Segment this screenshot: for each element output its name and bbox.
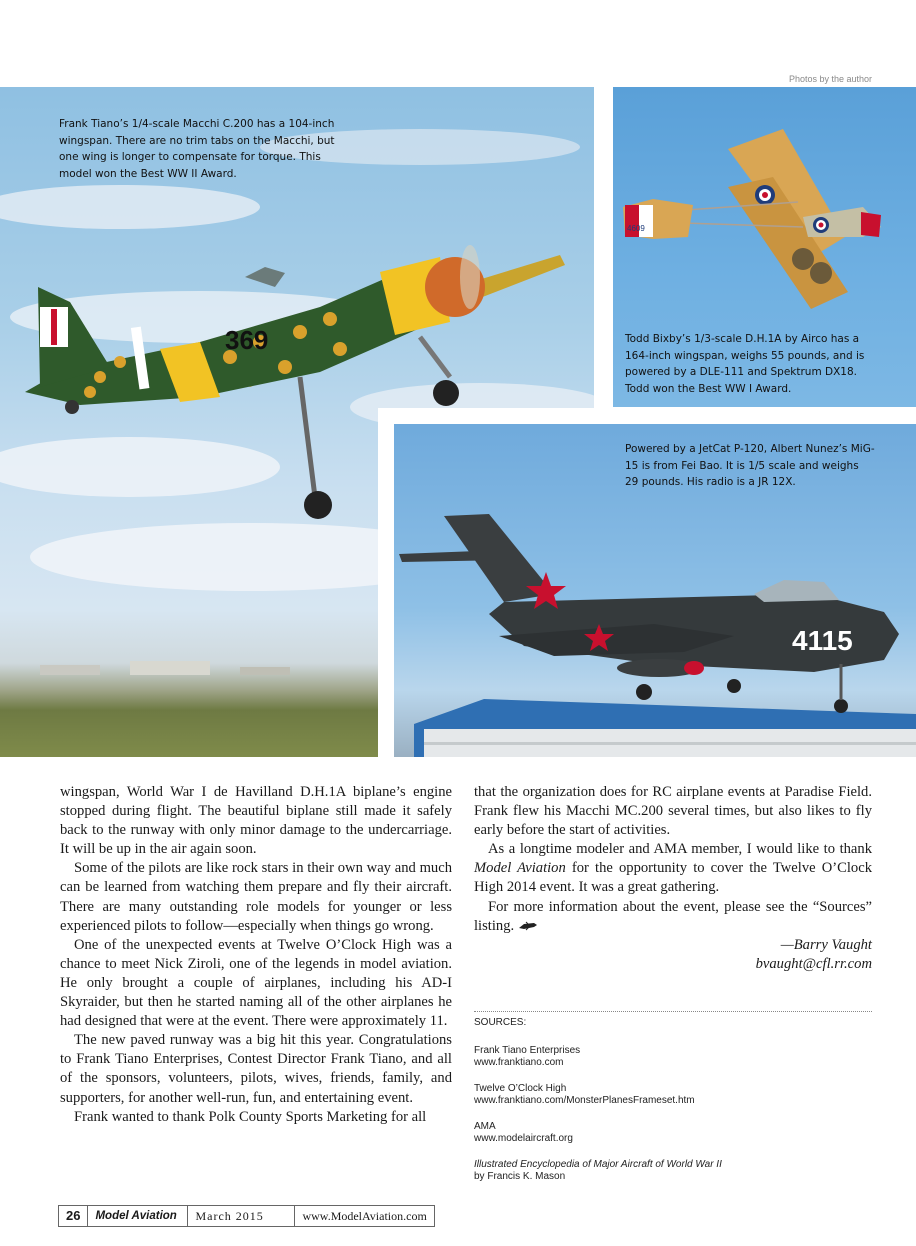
paragraph: The new paved runway was a big hit this year. Congratulations to Frank Tiano Enterprises, Contest Director Frank Tiano, and all of the sponsors, volunteers, pilots, wives, friends, family, and supporters, for another well-run, fun, and entertaining event. <box>60 1032 452 1106</box>
paragraph <box>474 840 872 897</box>
mig15-caption: Powered by a JetCat P-120, Albert Nunez’s MiG-15 is from Fei Bao. It is 1/5 scale and weighs 29 pounds. His radio is a JR 12X. <box>625 443 875 488</box>
source-author: by Francis K. Mason <box>474 1171 566 1182</box>
paragraph: wingspan, World War I de Havilland D.H.1A biplane’s engine stopped during flight. The beautiful biplane still made it safely back to the runway with only minor damage to the undercarriage. It will be up in the air again soon. <box>60 784 452 858</box>
source-name: Illustrated Encyclopedia of Major Aircraft of World War II <box>474 1159 722 1170</box>
dh1a-marking: 4609 <box>627 224 645 233</box>
right-column <box>474 783 872 974</box>
source-name: Frank Tiano Enterprises <box>474 1045 581 1056</box>
sources-heading: SOURCES: <box>474 1017 527 1028</box>
macchi-marking: 369 <box>225 325 269 355</box>
source-item <box>474 1045 872 1069</box>
source-item <box>474 1083 872 1107</box>
author-email[interactable]: bvaught@cfl.rr.com <box>755 955 872 972</box>
author-name: —Barry Vaught <box>780 936 872 953</box>
website-link[interactable]: www.ModelAviation.com <box>302 1209 427 1223</box>
issue-date: March 2015 <box>188 1206 295 1226</box>
page-footer <box>58 1205 435 1227</box>
sources-divider <box>474 1011 872 1012</box>
photo-credit: Photos by the author <box>788 74 872 84</box>
source-name: Twelve O’Clock High <box>474 1083 567 1094</box>
paragraph <box>474 898 872 936</box>
source-link[interactable]: www.franktiano.com <box>474 1057 564 1068</box>
end-mark-plane-icon <box>518 921 538 931</box>
magazine-title: Model Aviation <box>474 860 566 877</box>
dh1a-caption: Todd Bixby’s 1/3-scale D.H.1A by Airco has a 164-inch wingspan, weighs 55 pounds, and is powered by a DLE-111 and Spektrum DX18. Todd won the Best WW I Award. <box>625 333 865 395</box>
paragraph-text: For more information about the event, please see the “Sources” listing. <box>474 898 872 934</box>
source-link[interactable]: www.modelaircraft.org <box>474 1133 573 1144</box>
left-column <box>60 783 452 1127</box>
macchi-caption: Frank Tiano’s 1/4-scale Macchi C.200 has a 104-inch wingspan. There are no trim tabs on the Macchi, but one wing is longer to compensate for torque. This model won the Best WW II Award. <box>59 118 335 180</box>
paragraph: Some of the pilots are like rock stars in their own way and much can be learned from watching them prepare and fly their aircraft. There are many outstanding role models for younger or less experienced pilots to follow—especially when things go wrong. <box>60 860 452 934</box>
source-link[interactable]: www.franktiano.com/MonsterPlanesFrameset.htm <box>474 1095 695 1106</box>
source-item <box>474 1121 872 1145</box>
paragraph: that the organization does for RC airplane events at Paradise Field. Frank flew his Macchi MC.200 several times, but also likes to fly early before the start of activities. <box>474 784 872 839</box>
paragraph: Frank wanted to thank Polk County Sports Marketing for all <box>74 1108 427 1125</box>
magazine-name: Model Aviation <box>88 1206 188 1226</box>
source-name: AMA <box>474 1121 496 1132</box>
page-number: 26 <box>59 1206 88 1226</box>
sources-box <box>474 1017 872 1197</box>
mig15-marking: 4115 <box>792 625 853 656</box>
paragraph: One of the unexpected events at Twelve O’Clock High was a chance to meet Nick Ziroli, one of the legends in model aviation. He only brought a couple of airplanes, including his AD-I Skyraider, but then he started naming all of the other airplanes he had designed that were at the event. There were approximately 11. <box>60 936 452 1030</box>
paragraph-text: for the opportunity to cover the Twelve O’Clock High 2014 event. It was a great gathering. <box>474 860 872 896</box>
source-item <box>474 1159 872 1183</box>
paragraph-text: As a longtime modeler and AMA member, I would like to thank <box>488 841 872 858</box>
